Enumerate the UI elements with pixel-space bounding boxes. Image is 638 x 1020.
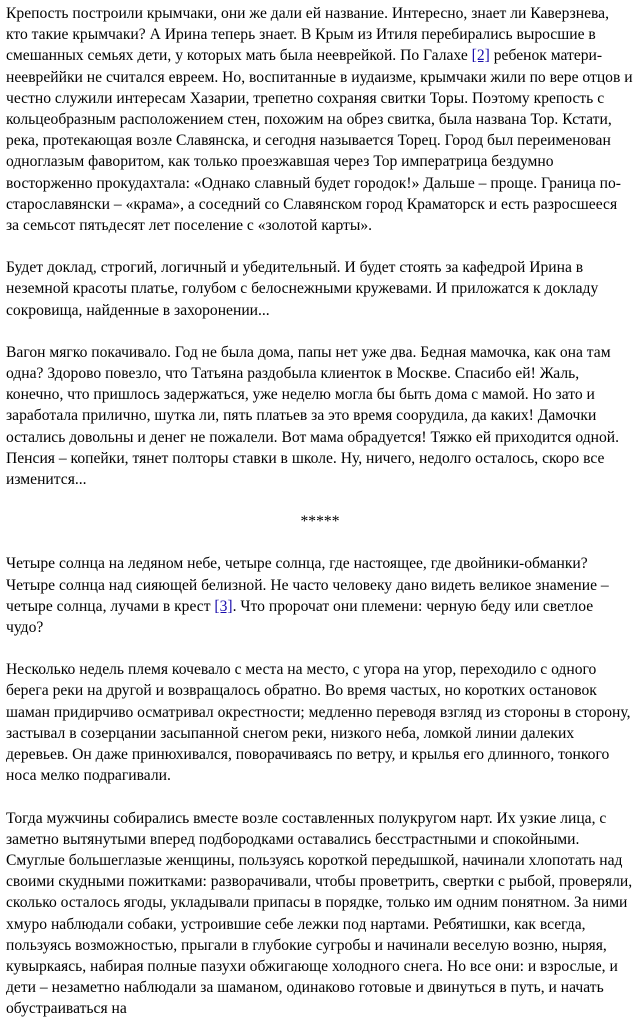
- paragraph-4-text-a: Четыре солнца на ледяном небе, четыре солнца, где настоящее, где двойники-обманки? Четыре солнца над сияющей белизной. Не часто человеку дано видеть великое знамение – четыре солнца, лучами в крест: [6, 555, 609, 615]
- paragraph-6-text: Тогда мужчины собирались вместе возле составленных полукругом нарт. Их узкие лица, с заметно вытянутыми вперед подбородками оставались бесстрастными и спокойными. Смуглые большеглазые женщины, пользуясь короткой передышкой, начинали хлопотать над своими скудными пожитками: разворачивали, чтобы проветрить, свертки с рыбой, проверяли, сколько осталось ягоды, укладывали припасы в порядке, только им одним понятном. За ними хмуро наблюдали собаки, устроившие себе лежки под нартами. Ребятишки, как всегда, пользуясь возможностью, прыгали в глубокие сугробы и начинали веселую возню, ныряя, кувыркаясь, набирая полные пазухи обжигающе холодного снега. Но все они: и взрослые, и дети – незаметно наблюдали за шаманом, одинаково готовые и двинуться в путь, и начать обустраиваться на: [6, 809, 633, 1018]
- paragraph-1: [6, 3, 634, 236]
- paragraph-3-text: Вагон мягко покачивало. Год не была дома, папы нет уже два. Бедная мамочка, как она там одна? Здорово повезло, что Татьяна раздобыла клиенток в Москве. Спасибо ей! Жаль, конечно, что пришлось задержаться, уже неделю могла бы быть дома с мамой. Но зато и заработала прилично, шутка ли, пять платьев за это время соорудила, да каких! Дамочки остались довольны и денег не пожалели. Вот мама обрадуется! Тяжко ей приходится одной. Пенсия – копейки, тянет полторы ставки в школе. Ну, ничего, недолго осталось, скоро все изменится...: [6, 343, 620, 489]
- paragraph-4-text-b: . Что пророчат они племени: черную беду или светлое чудо?: [6, 597, 594, 637]
- paragraph-2-text: Будет доклад, строгий, логичный и убедительный. И будет стоять за кафедрой Ирина в неземной красоты платье, голубом с белоснежными кружевами. И приложатся к докладу сокровища, найденные в захоронении...: [6, 259, 599, 319]
- paragraph-6: [6, 808, 634, 1020]
- paragraph-2: [6, 257, 634, 321]
- paragraph-1-text-b: ребенок матери-неевреййки не считался евреем. Но, воспитанные в иудаизме, крымчаки жили по вере отцов и честно служили интересам Хазарии, трепетно сохраняя свитки Торы. Поэтому крепость с кольцеобразным расположением стен, похожим на обрез свитка, была названа Тор. Кстати, река, протекающая возле Славянска, и сегодня называется Торец. Город был переименован одноглазым фаворитом, как только проезжавшая через Тор императрица бездумно восторженно прокудахтала: «Однако славный будет городок!» Дальше – проще. Граница по-старославянски – «крама», а соседний со Славянском город Краматорск и есть разросшееся за семьсот пятьдесят лет поселение с «золотой карты».: [6, 47, 633, 235]
- document-page: [6, 3, 634, 1020]
- paragraph-4: [6, 553, 634, 638]
- paragraph-5: [6, 659, 634, 786]
- paragraph-1-text-a: Крепость построили крымчаки, они же дали ей название. Интересно, знает ли Каверзнева, кто такие крымчаки? А Ирина теперь знает. В Крым из Итиля перебирались выросшие в смешанных семьях дети, у которых мать была нееврейкой. По Галахе: [6, 5, 609, 65]
- footnote-link-3[interactable]: [3]: [214, 597, 233, 615]
- footnote-link-2[interactable]: [2]: [471, 47, 490, 65]
- paragraph-3: [6, 342, 634, 490]
- section-separator: *****: [300, 513, 340, 531]
- paragraph-5-text: Несколько недель племя кочевало с места на место, с угора на угор, переходило с одного берега реки на другой и возвращалось обратно. Во время частых, но коротких остановок шаман придирчиво осматривал окрестности; медленно переводя взгляд из стороны в сторону, застывал в созерцании засыпанной снегом реки, низкого неба, ломкой линии далеких деревьев. Он даже принюхивался, поворачиваясь по ветру, и крылья его длинного, тонкого носа мелко подрагивали.: [6, 661, 631, 785]
